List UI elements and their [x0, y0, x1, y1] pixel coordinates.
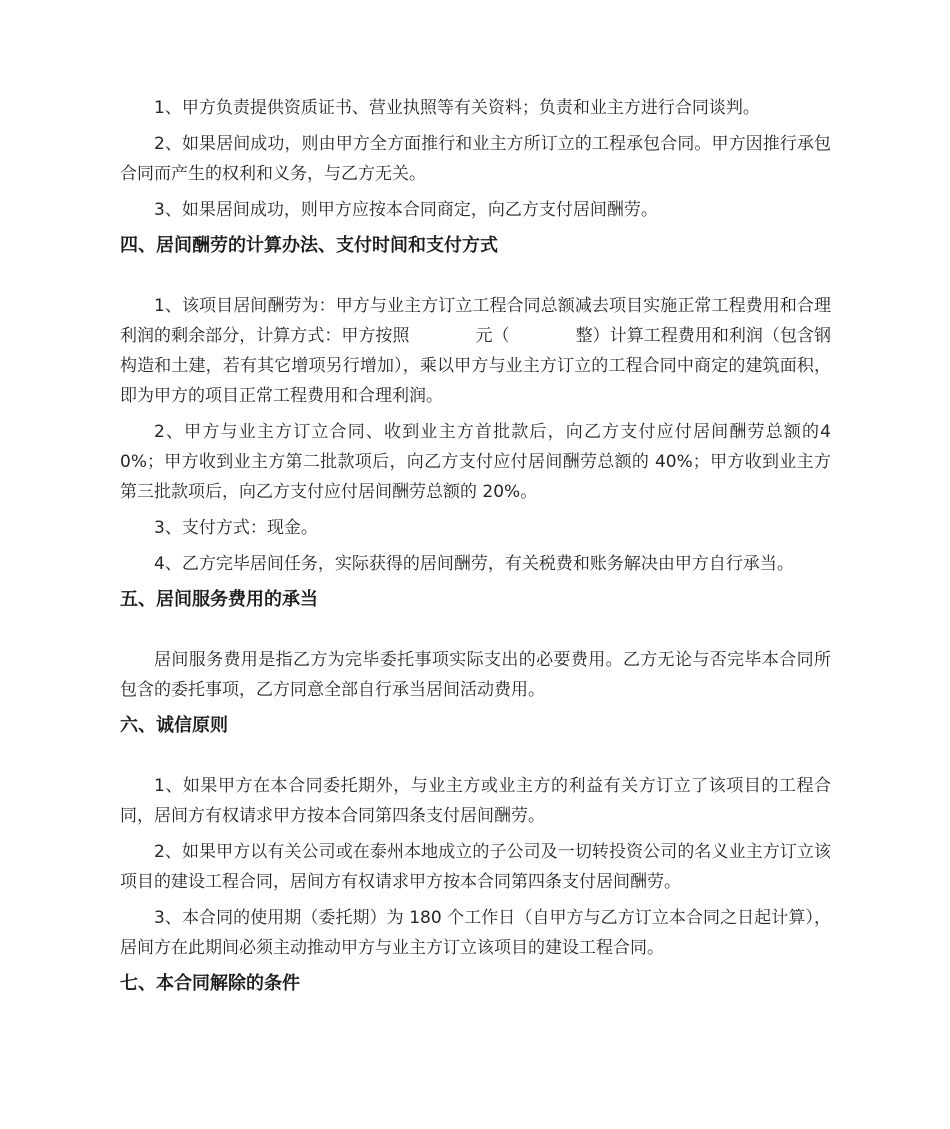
section6-item-2: 2、如果甲方以有关公司或在泰州本地成立的子公司及一切转投资公司的名义业主方订立该项目的建设工程合同，居间方有权请求甲方按本合同第四条支付居间酬劳。 — [120, 842, 831, 892]
section4-item-4: 4、乙方完毕居间任务，实际获得的居间酬劳，有关税费和账务解决由甲方自行承当。 — [154, 554, 794, 574]
section3-item-1: 1、甲方负责提供资质证书、营业执照等有关资料；负责和业主方进行合同谈判。 — [154, 98, 760, 118]
document-page — [120, 93, 831, 999]
section4-item-1 — [120, 291, 831, 411]
section4-item-1-part1: 1、该项目居间酬劳为：甲方与业主方订立工程合同总额减去项目实施正常工程费用和合理利润的剩余部分，计算方式：甲方按照 — [120, 296, 831, 346]
section6-heading: 六、诚信原则 — [120, 715, 228, 736]
section3-item-2: 2、如果居间成功，则由甲方全方面推行和业主方所订立的工程承包合同。甲方因推行承包合同而产生的权利和义务，与乙方无关。 — [120, 134, 831, 184]
section5-body: 居间服务费用是指乙方为完毕委托事项实际支出的必要费用。乙方无论与否完毕本合同所包含的委托事项，乙方同意全部自行承当居间活动费用。 — [120, 650, 831, 700]
section4-item-2: 2、甲方与业主方订立合同、收到业主方首批款后，向乙方支付应付居间酬劳总额的40%；甲方收到业主方第二批款项后，向乙方支付应付居间酬劳总额的 40%；甲方收到业主方第三批款项后，向乙方支付应付居间酬劳总额的 20%。 — [120, 422, 831, 502]
section3-item-3: 3、如果居间成功，则甲方应按本合同商定，向乙方支付居间酬劳。 — [154, 200, 658, 220]
section6-item-1: 1、如果甲方在本合同委托期外，与业主方或业主方的利益有关方订立了该项目的工程合同，居间方有权请求甲方按本合同第四条支付居间酬劳。 — [120, 776, 831, 826]
section4-heading: 四、居间酬劳的计算办法、支付时间和支付方式 — [120, 235, 498, 256]
section4-item-1-part2: 元（ — [475, 326, 510, 346]
section6-item-3: 3、本合同的使用期（委托期）为 180 个工作日（自甲方与乙方订立本合同之日起计算），居间方在此期间必须主动推动甲方与业主方订立该项目的建设工程合同。 — [120, 908, 831, 958]
section4-item-1-part3: 整）计算工程费用和利润（包含钢构造和土建，若有其它增项另行增加），乘以甲方与业主方订立的工程合同中商定的建筑面积，即为甲方的项目正常工程费用和合理利润。 — [120, 326, 832, 406]
section4-item-3: 3、支付方式：现金。 — [154, 518, 318, 538]
section5-heading: 五、居间服务费用的承当 — [120, 589, 318, 610]
section7-heading: 七、本合同解除的条件 — [120, 973, 300, 994]
